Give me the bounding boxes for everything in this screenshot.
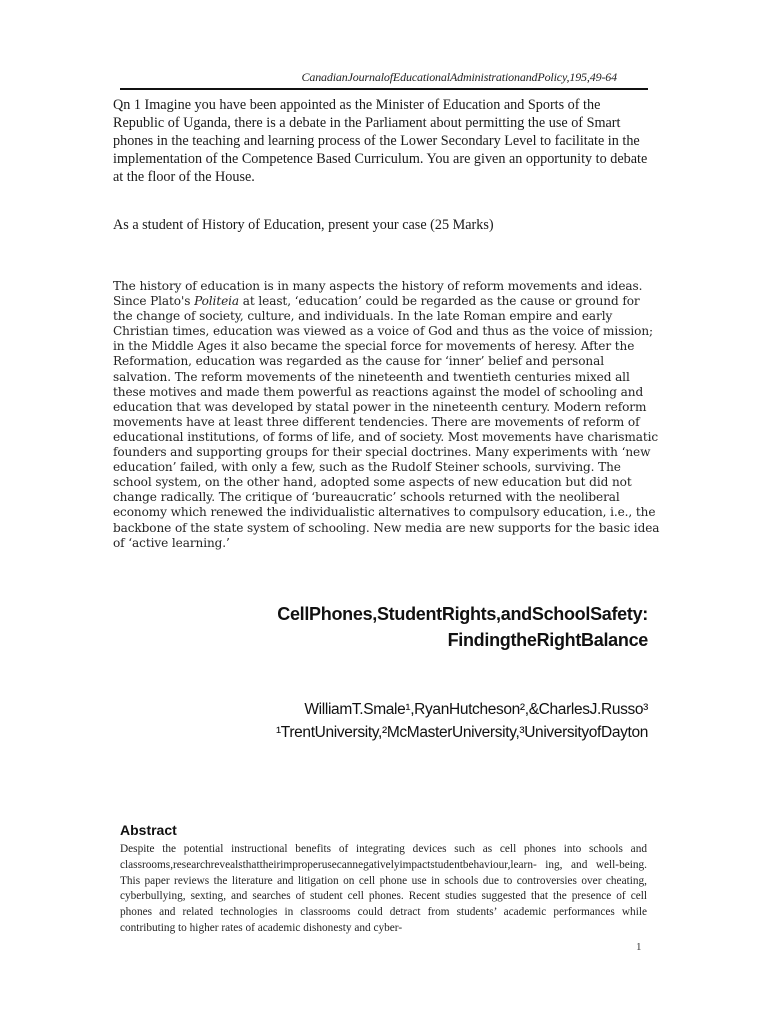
paper-title-line-1: CellPhones,StudentRights,andSchoolSafety:	[277, 604, 648, 624]
history-text-rest: at least, ‘education’ could be regarded as the cause or ground for the change of society, culture, and individuals. In the late Roman empire and early Christian times, education was viewed as a voice of God and thus as the voice of mission; in the Middle Ages it also became the special force for movements of heresy. After the Reformation, education was regarded as the cause for ‘inner’ belief and personal salvation. The reform movements of the nineteenth and twentieth centuries mixed all these motives and made them powerful as reactions against the model of schooling and education that was developed by statal power in the nineteenth century. Modern reform movements have at least three different tendencies. There are movements of reform of educational institutions, of forms of life, and of society. Most movements have charismatic founders and supporting groups for their special doctrines. Many experiments with ‘new education’ failed, with only a few, such as the Rudolf Steiner schools, surviving. The school system, on the other hand, adopted some aspects of new education but did not change radically. The critique of ‘bureaucratic’ schools returned with the neoliberal economy which renewed the individualistic alternatives to compulsory education, i.e., the backbone of the state system of schooling. New media are new supports for the basic idea of ‘active learning.’	[113, 294, 660, 550]
history-text-start: The history of education is in many aspects the history of reform movements and ideas. Since Plato's	[113, 279, 643, 309]
abstract-body: Despite the potential instructional benefits of integrating devices such as cell phones into schools and classrooms,researchrevealsthattheirimproperusecannegativelyimpactstudentbehaviour,learn- ing, and well-being. This paper reviews the literature and litigation on cell phone use in schools due to controversies over cheating, cyberbullying, sexting, and searches of student cell phones. Recent studies suggested that the presence of cell phones and related technologies in classrooms could detract from students’ academic performances while contributing to higher rates of academic dishonesty and cyber-	[120, 843, 647, 934]
page-number: 1	[636, 941, 642, 953]
exam-question: Qn 1 Imagine you have been appointed as the Minister of Education and Sports of the Republic of Uganda, there is a debate in the Parliament about permitting the use of Smart phones in the teaching and learning process of the Lower Secondary Level to facilitate in the implementation of the Competence Based Curriculum. You are given an opportunity to debate at the floor of the House.	[113, 97, 648, 185]
authors-line: WilliamT.Smale¹,RyanHutcheson²,&CharlesJ.Russo³	[304, 701, 648, 718]
abstract-heading: Abstract	[120, 822, 177, 838]
author-block	[276, 698, 648, 744]
running-header: CanadianJournalofEducationalAdministrationandPolicy,195,49-64	[301, 70, 617, 84]
affiliations-line: ¹TrentUniversity,²McMasterUniversity,³UniversityofDayton	[276, 724, 648, 741]
paper-title	[277, 601, 648, 653]
header-rule	[120, 88, 648, 90]
history-paragraph	[113, 279, 661, 551]
exam-instruction: As a student of History of Education, present your case (25 Marks)	[113, 217, 494, 233]
politeia-title: Politeia	[194, 294, 240, 309]
paper-title-line-2: FindingtheRightBalance	[447, 630, 648, 650]
